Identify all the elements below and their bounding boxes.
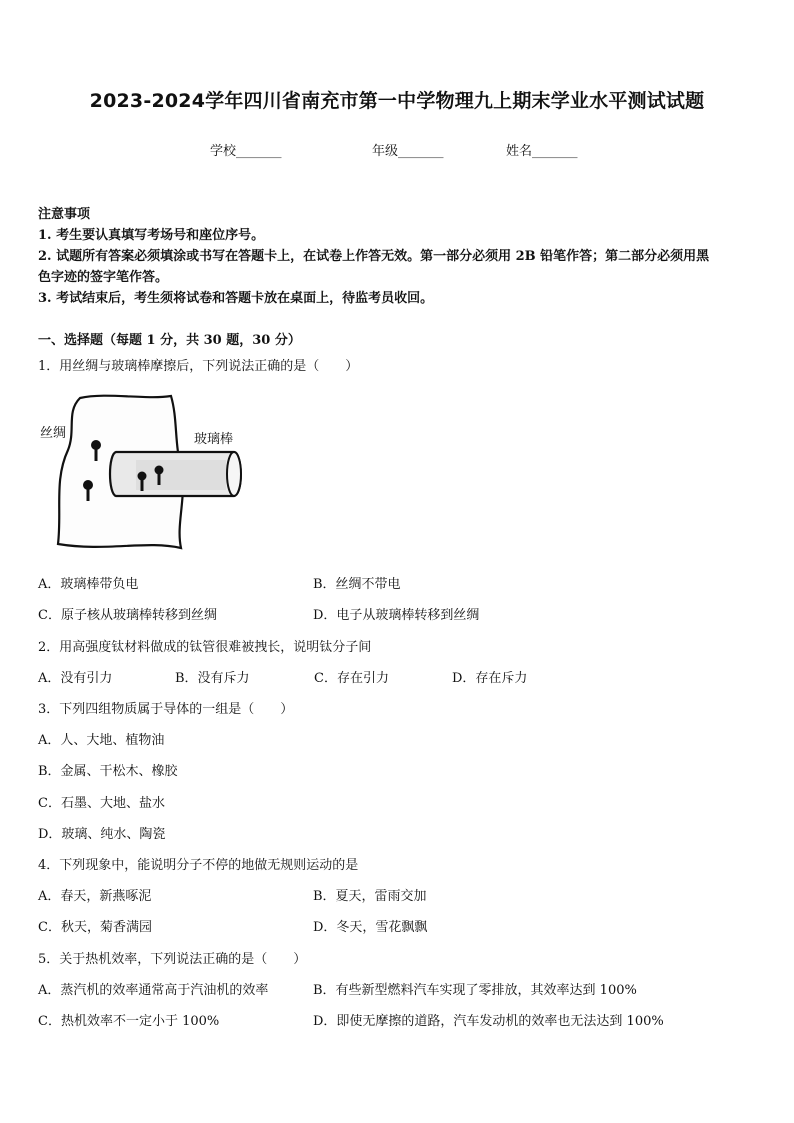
- q3-option-c[interactable]: C．石墨、大地、盐水: [38, 796, 165, 811]
- glass-rod-label: 玻璃棒: [194, 432, 234, 447]
- q1-option-d[interactable]: D．电子从玻璃棒转移到丝绸: [313, 608, 480, 623]
- q3-option-b[interactable]: B．金属、干松木、橡胶: [38, 764, 178, 779]
- section-heading: 一、选择题（每题 1 分，共 30 题，30 分）: [38, 333, 301, 348]
- q5-option-b[interactable]: B．有些新型燃料汽车实现了零排放，其效率达到 100%: [313, 983, 637, 998]
- question-4-stem: 4．下列现象中，能说明分子不停的地做无规则运动的是: [38, 858, 359, 873]
- q4-option-a[interactable]: A．春天，新燕啄泥: [38, 889, 152, 904]
- q5-option-a[interactable]: A．蒸汽机的效率通常高于汽油机的效率: [38, 983, 269, 998]
- note-item-3: 3. 考试结束后，考生须将试卷和答题卡放在桌面上，待监考员收回。: [38, 291, 434, 306]
- note-item-2: 2. 试题所有答案必须填涂或书写在答题卡上，在试卷上作答无效。第一部分必须用 2B 铅笔作答；第二部分必须用黑: [38, 249, 710, 264]
- q1-option-c[interactable]: C．原子核从玻璃棒转移到丝绸: [38, 608, 217, 623]
- q2-option-b[interactable]: B．没有斥力: [175, 671, 250, 686]
- q4-option-c[interactable]: C．秋天，菊香满园: [38, 920, 152, 935]
- q4-option-b[interactable]: B．夏天，雷雨交加: [313, 889, 427, 904]
- school-field[interactable]: 学校_______: [210, 144, 282, 159]
- page-title: 2023-2024学年四川省南充市第一中学物理九上期末学业水平测试试题: [89, 90, 705, 112]
- notes-heading: 注意事项: [38, 207, 91, 222]
- q1-option-a[interactable]: A．玻璃棒带负电: [38, 577, 139, 592]
- question-1-stem: 1．用丝绸与玻璃棒摩擦后，下列说法正确的是（ ）: [38, 359, 359, 374]
- note-item-1: 1. 考生要认真填写考场号和座位序号。: [38, 228, 265, 243]
- silk-label: 丝绸: [40, 426, 67, 441]
- figure-drawing: [36, 390, 256, 555]
- q1-option-b[interactable]: B．丝绸不带电: [313, 577, 401, 592]
- grade-field[interactable]: 年级_______: [372, 144, 444, 159]
- q3-option-a[interactable]: A．人、大地、植物油: [38, 733, 165, 748]
- q4-option-d[interactable]: D．冬天，雪花飘飘: [313, 920, 428, 935]
- q2-option-c[interactable]: C．存在引力: [314, 671, 389, 686]
- glass-rod-end: [227, 452, 241, 496]
- question-5-stem: 5．关于热机效率，下列说法正确的是（ ）: [38, 952, 307, 967]
- name-field[interactable]: 姓名_______: [506, 144, 578, 159]
- glass-rod-texture: [136, 460, 226, 490]
- q3-option-d[interactable]: D．玻璃、纯水、陶瓷: [38, 827, 166, 842]
- q2-option-a[interactable]: A．没有引力: [38, 671, 113, 686]
- question-3-stem: 3．下列四组物质属于导体的一组是（ ）: [38, 702, 294, 717]
- question-2-stem: 2．用高强度钛材料做成的钛管很难被拽长，说明钛分子间: [38, 640, 372, 655]
- silk-glass-rod-figure: [36, 390, 256, 555]
- q5-option-c[interactable]: C．热机效率不一定小于 100%: [38, 1014, 220, 1029]
- note-item-2-cont: 色字迹的签字笔作答。: [38, 270, 169, 285]
- q5-option-d[interactable]: D．即使无摩擦的道路，汽车发动机的效率也无法达到 100%: [313, 1014, 664, 1029]
- q2-option-d[interactable]: D．存在斥力: [452, 671, 528, 686]
